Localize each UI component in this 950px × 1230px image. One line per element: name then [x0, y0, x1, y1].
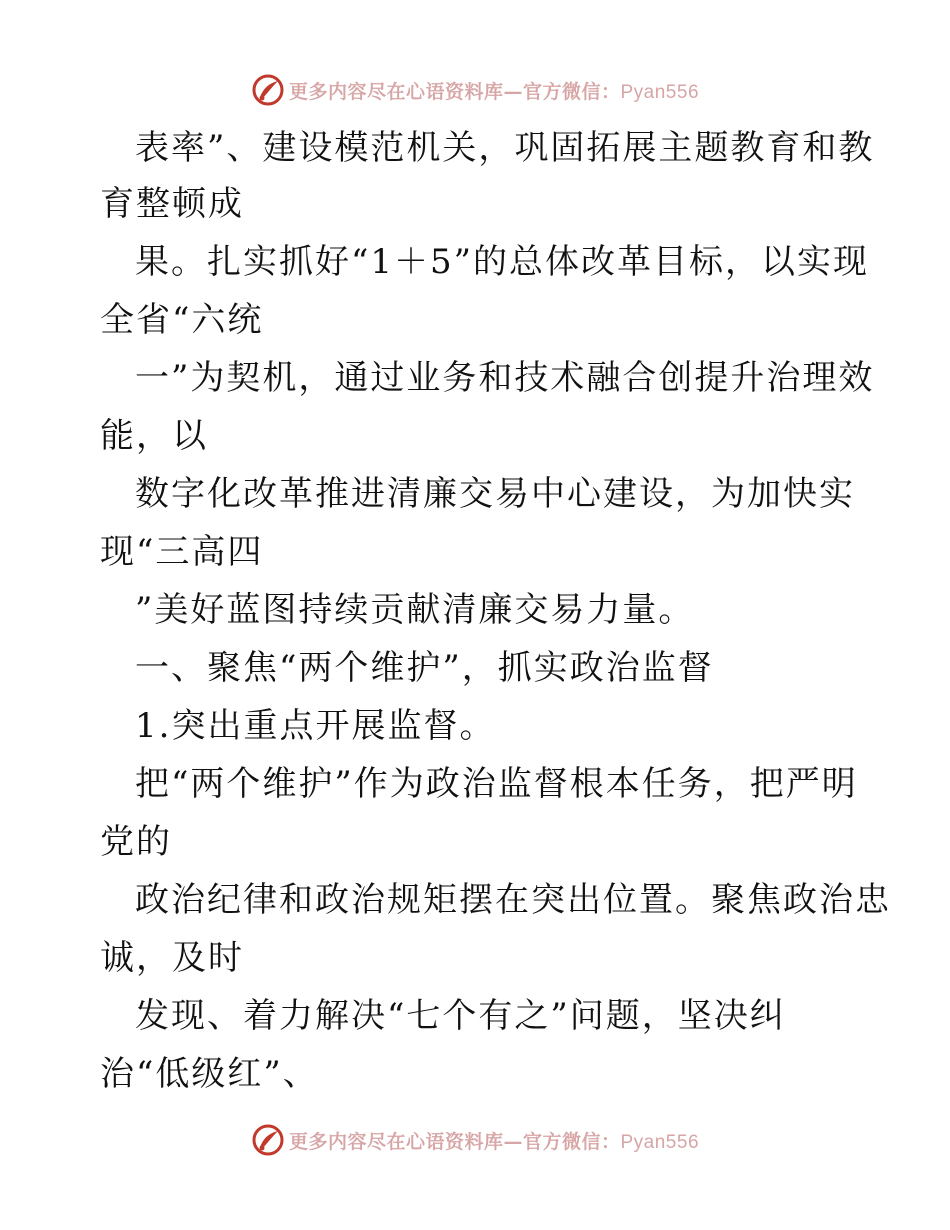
text-line: 全省“六统 — [100, 300, 264, 340]
header-watermark — [0, 70, 950, 110]
text-line: ”美好蓝图持续贡献清廉交易力量。 — [135, 590, 695, 630]
text-line: 一”为契机，通过业务和技术融合创提升治理效 — [135, 358, 875, 398]
text-line: 现“三高四 — [100, 532, 264, 572]
brush-logo-icon — [251, 1123, 285, 1157]
watermark-label — [289, 77, 699, 104]
brush-logo-icon — [251, 73, 285, 107]
section-heading: 一、聚焦“两个维护”，抓实政治监督 — [135, 648, 714, 688]
text-line: 数字化改革推进清廉交易中心建设，为加快实 — [135, 474, 855, 514]
footer-watermark — [0, 1120, 950, 1160]
text-line: 政治纪律和政治规矩摆在突出位置。聚焦政治忠 — [135, 880, 891, 920]
text-line: 发现、着力解决“七个有之”问题，坚决纠 — [135, 996, 786, 1036]
text-line: 治“低级红”、 — [100, 1054, 319, 1094]
watermark-id: Pyan556 — [620, 81, 700, 103]
text-line: 能，以 — [100, 416, 208, 456]
text-line: 果。扎实抓好“1＋5”的总体改革目标，以实现 — [135, 242, 870, 282]
text-line: 表率”、建设模范机关，巩固拓展主题教育和教 — [135, 128, 875, 168]
watermark-text: 更多内容尽在心语资料库—官方微信： — [288, 1130, 621, 1153]
text-line: 育整顿成 — [100, 184, 244, 224]
watermark-id: Pyan556 — [620, 1131, 700, 1153]
subsection-heading: 1.突出重点开展监督。 — [135, 706, 496, 746]
text-line: 诚，及时 — [100, 938, 244, 978]
text-line: 党的 — [100, 822, 172, 862]
watermark-text: 更多内容尽在心语资料库—官方微信： — [288, 80, 621, 103]
text-line: 把“两个维护”作为政治监督根本任务，把严明 — [135, 764, 858, 804]
watermark-label — [289, 1127, 699, 1154]
